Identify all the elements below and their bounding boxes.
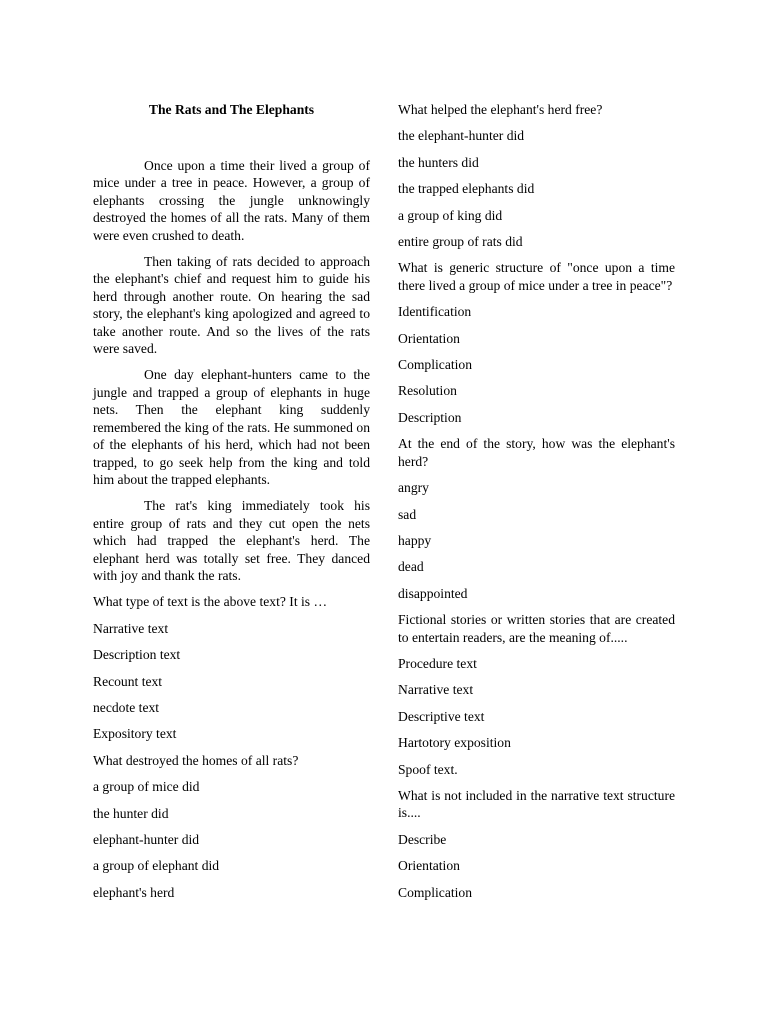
answer-option: sad [398, 506, 417, 522]
story-body [93, 157, 370, 584]
answer-option: a group of elephant did [93, 858, 220, 874]
document-title: The Rats and The Elephants [148, 102, 315, 117]
answer-option: a group of king did [398, 207, 503, 223]
question-text: What destroyed the homes of all rats? [93, 752, 299, 768]
answer-option: Identification [398, 304, 472, 320]
question-text: Fictional stories or written stories that are created to entertain readers, are the meaning of..... [398, 612, 675, 645]
answer-option: a group of mice did [93, 779, 200, 795]
answer-option: the trapped elephants did [398, 181, 535, 197]
answer-option: Narrative text [398, 682, 474, 698]
answer-option: Describe [398, 831, 447, 847]
question-text: At the end of the story, how was the elephant's herd? [398, 436, 675, 469]
answer-option: dead [398, 559, 424, 575]
answer-option: Descriptive text [398, 708, 485, 724]
answer-option: Orientation [398, 330, 460, 346]
answer-option: Complication [398, 884, 473, 900]
question-text: What type of text is the above text? It is … [93, 594, 328, 610]
answer-option: entire group of rats did [398, 234, 523, 250]
answer-option: Complication [398, 357, 473, 373]
answer-option: Description text [93, 647, 181, 663]
question-text: What is not included in the narrative text structure is.... [398, 787, 675, 821]
answer-option: Narrative text [93, 620, 169, 636]
answer-option: Orientation [398, 858, 460, 874]
answer-option: Spoof text. [398, 761, 458, 777]
story-paragraph: The rat's king immediately took his entire group of rats and they cut open the nets which had trapped the elephant's herd. The elephant herd was totally set free. They danced with joy and thank the rats. [93, 498, 370, 583]
story-paragraph: One day elephant-hunters came to the jungle and trapped a group of elephants in huge nets. Then the elephant king suddenly remembered the king of the rats. He summoned on of the elephants of his herd, which had not been trapped, to go seek help from the king and told him about the trapped elephants. [93, 367, 370, 487]
story-paragraph: Once upon a time their lived a group of mice under a tree in peace. However, a group of elephants crossing the jungle unknowingly destroyed the homes of all the rats. Many of them were even crushed to death. [93, 158, 370, 243]
left-column [93, 101, 370, 910]
answer-option: Expository text [93, 726, 177, 742]
answer-option: Hartotory exposition [398, 735, 511, 751]
answer-option: the elephant-hunter did [398, 128, 525, 144]
answer-option: Description [398, 409, 462, 425]
answer-option: elephant-hunter did [93, 832, 200, 847]
answer-option: angry [398, 480, 429, 496]
answer-option: the hunters did [398, 154, 479, 170]
answer-option: disappointed [398, 585, 468, 601]
right-column [398, 101, 675, 910]
answer-option: the hunter did [93, 805, 169, 821]
answer-option: elephant's herd [93, 884, 175, 900]
story-paragraph: Then taking of rats decided to approach the elephant's chief and request him to guide his herd through another route. On hearing the sad story, the elephant's king apologized and agreed to take another route. And so the lives of the rats were saved. [93, 254, 370, 357]
answer-option: Recount text [93, 673, 163, 689]
answer-option: happy [398, 532, 432, 548]
answer-option: necdote text [93, 699, 160, 715]
answer-option: Procedure text [398, 655, 477, 671]
answer-option: Resolution [398, 383, 457, 399]
question-text: What is generic structure of "once upon a time there lived a group of mice under a tree in peace"? [398, 260, 675, 293]
left-question-list [93, 593, 370, 901]
question-text: What helped the elephant's herd free? [398, 102, 603, 117]
